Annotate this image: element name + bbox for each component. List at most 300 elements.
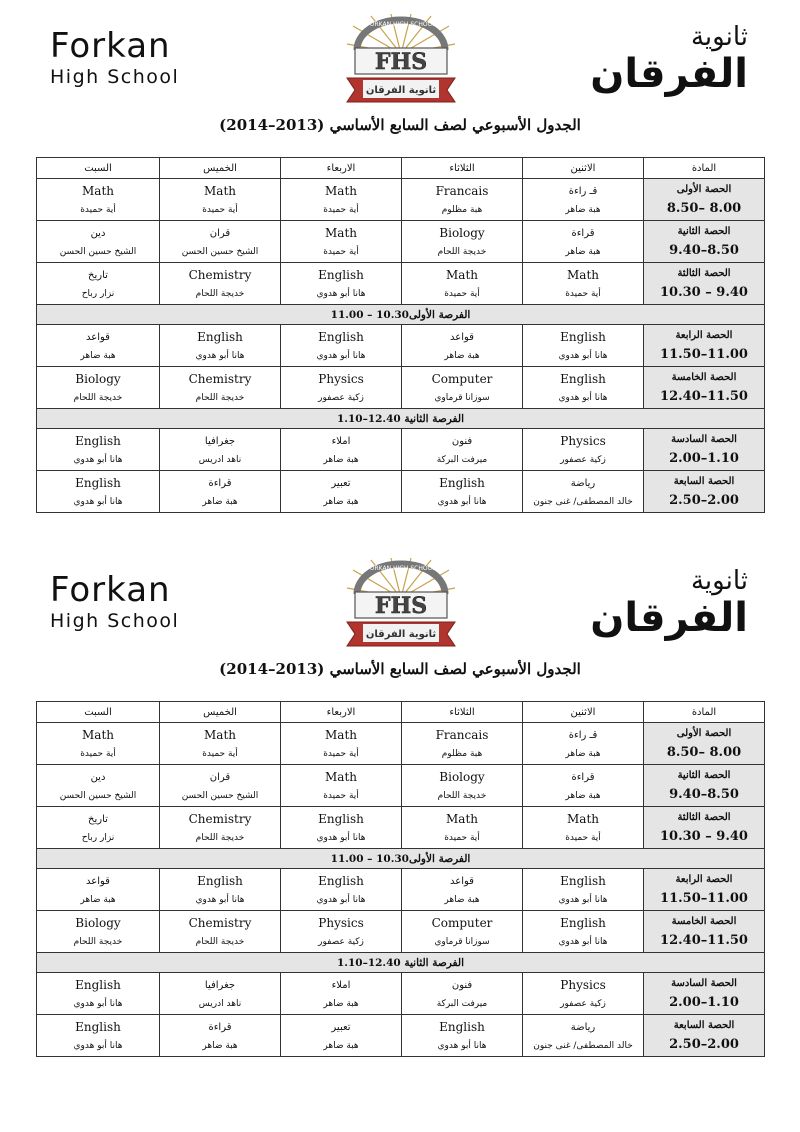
- teacher: هبة ضاهر: [444, 894, 480, 905]
- logo-english-name: Forkan: [50, 570, 171, 610]
- class-cell: [160, 325, 281, 367]
- class-cell: [523, 1015, 644, 1057]
- subject: English: [75, 475, 121, 490]
- class-cell: [37, 911, 160, 953]
- teacher: هبة ضاهر: [202, 496, 238, 507]
- school-logo-english: [50, 28, 179, 88]
- class-cell: [523, 325, 644, 367]
- teacher: هانا أبو هدوي: [316, 832, 366, 843]
- column-header: السبت: [37, 158, 160, 179]
- teacher: هانا أبو هدوي: [558, 894, 608, 905]
- period-name: الحصة السادسة: [671, 433, 737, 445]
- period-name: الحصة الأولى: [676, 183, 732, 195]
- break-label: الفرصة الأولى10.30 – 11.00: [37, 849, 765, 869]
- period-cell: [644, 263, 765, 305]
- teacher: هبة ضاهر: [444, 350, 480, 361]
- schedule-title: الجدول الأسبوعي لصف السابع الأساسي (2013–2014): [219, 660, 581, 678]
- break-row: [37, 305, 765, 325]
- subject: English: [318, 329, 364, 344]
- subject: English: [197, 873, 243, 888]
- period-time: 9.40 – 10.30: [660, 284, 748, 300]
- class-cell: [37, 765, 160, 807]
- class-cell: [523, 723, 644, 765]
- period-row: [37, 723, 765, 765]
- teacher: ناهد ادريس: [198, 998, 242, 1009]
- class-cell: [160, 367, 281, 409]
- header-row: [37, 158, 765, 179]
- class-cell: [523, 973, 644, 1015]
- period-cell: [644, 179, 765, 221]
- period-name: الحصة الثالثة: [677, 267, 731, 279]
- teacher: أية حميدة: [323, 748, 359, 759]
- teacher: هانا أبو هدوي: [73, 1040, 123, 1051]
- class-cell: [160, 973, 281, 1015]
- class-cell: [402, 367, 523, 409]
- subject: تاريخ: [88, 269, 108, 281]
- subject: English: [75, 433, 121, 448]
- teacher: خالد المصطفى/ غنى جنون: [533, 496, 633, 507]
- subject: English: [439, 475, 485, 490]
- subject: Biology: [75, 915, 121, 930]
- subject: املاء: [331, 435, 351, 447]
- teacher: الشيخ حسين الحسن: [181, 790, 259, 801]
- seal-initials: FHS: [374, 593, 428, 619]
- teacher: أية حميدة: [80, 748, 116, 759]
- class-cell: [160, 263, 281, 305]
- class-cell: [281, 765, 402, 807]
- teacher: زكية عصفور: [318, 392, 364, 403]
- class-cell: [402, 869, 523, 911]
- timetable: [36, 157, 765, 513]
- class-cell: [281, 179, 402, 221]
- subject: English: [439, 1019, 485, 1034]
- subject: قواعد: [450, 875, 474, 887]
- teacher: هبة مظلوم: [441, 748, 483, 759]
- subject: Francais: [435, 727, 489, 742]
- class-cell: [160, 1015, 281, 1057]
- period-name: الحصة الأولى: [676, 727, 732, 739]
- subject: قراءة: [208, 1021, 232, 1033]
- period-cell: [644, 367, 765, 409]
- period-cell: [644, 973, 765, 1015]
- subject: قواعد: [86, 875, 110, 887]
- subject: Math: [567, 811, 599, 826]
- teacher: أية حميدة: [323, 246, 359, 257]
- period-name: الحصة السادسة: [671, 977, 737, 989]
- class-cell: [160, 869, 281, 911]
- teacher: خديجة اللحام: [73, 392, 123, 403]
- subject: قـ راءة: [568, 729, 598, 741]
- class-cell: [523, 179, 644, 221]
- seal-top-text: FORKAN HIGH SCHOOL: [366, 565, 436, 572]
- schedule-sheet-1: [0, 0, 800, 540]
- period-time: 11.50–12.40: [660, 388, 748, 404]
- subject: جغرافيا: [204, 979, 236, 991]
- period-time: 8.50–9.40: [669, 786, 739, 802]
- subject: Math: [82, 183, 114, 198]
- subject: قران: [209, 227, 231, 239]
- class-cell: [402, 723, 523, 765]
- subject: قـ راءة: [568, 185, 598, 197]
- teacher: أية حميدة: [202, 204, 238, 215]
- class-cell: [37, 723, 160, 765]
- period-cell: [644, 429, 765, 471]
- break-row: [37, 409, 765, 429]
- subject: Biology: [75, 371, 121, 386]
- subject: Chemistry: [188, 915, 252, 930]
- teacher: سوزانا قرماوي: [434, 392, 490, 403]
- subject: املاء: [331, 979, 351, 991]
- class-cell: [160, 221, 281, 263]
- column-header: الثلاثاء: [402, 702, 523, 723]
- column-header: الخميس: [160, 702, 281, 723]
- period-name: الحصة الرابعة: [675, 329, 733, 341]
- period-row: [37, 973, 765, 1015]
- class-cell: [523, 911, 644, 953]
- class-cell: [160, 911, 281, 953]
- subject: English: [560, 915, 606, 930]
- teacher: هانا أبو هدوي: [195, 894, 245, 905]
- school-seal-icon: [343, 558, 459, 648]
- class-cell: [37, 325, 160, 367]
- period-cell: [644, 471, 765, 513]
- class-cell: [37, 367, 160, 409]
- subject: English: [318, 873, 364, 888]
- teacher: خديجة اللحام: [195, 288, 245, 299]
- subject: English: [197, 329, 243, 344]
- column-header: الاثنين: [523, 702, 644, 723]
- school-logo-arabic: [590, 566, 748, 640]
- subject: Computer: [431, 915, 493, 930]
- teacher: ناهد ادريس: [198, 454, 242, 465]
- school-seal-icon: [343, 14, 459, 104]
- period-time: 8.00 –8.50: [666, 200, 742, 216]
- teacher: هبة ضاهر: [565, 790, 601, 801]
- period-time: 1.10–2.00: [669, 994, 739, 1010]
- class-cell: [37, 973, 160, 1015]
- subject: English: [560, 873, 606, 888]
- class-cell: [523, 429, 644, 471]
- subject: قراءة: [208, 477, 232, 489]
- subject: English: [75, 1019, 121, 1034]
- period-row: [37, 221, 765, 263]
- subject: Math: [82, 727, 114, 742]
- break-label: الفرصة الأولى10.30 – 11.00: [37, 305, 765, 325]
- teacher: هبة ضاهر: [80, 350, 116, 361]
- subject: Physics: [318, 371, 364, 386]
- period-name: الحصة السابعة: [673, 1019, 735, 1031]
- period-cell: [644, 807, 765, 849]
- teacher: هانا أبو هدوي: [316, 288, 366, 299]
- class-cell: [281, 325, 402, 367]
- subject: English: [318, 267, 364, 282]
- period-name: الحصة السابعة: [673, 475, 735, 487]
- period-time: 9.40 – 10.30: [660, 828, 748, 844]
- teacher: أية حميدة: [565, 288, 601, 299]
- subject: قران: [209, 771, 231, 783]
- class-cell: [402, 429, 523, 471]
- teacher: هانا أبو هدوي: [316, 350, 366, 361]
- subject: Chemistry: [188, 811, 252, 826]
- period-time: 1.10–2.00: [669, 450, 739, 466]
- period-row: [37, 471, 765, 513]
- teacher: أية حميدة: [565, 832, 601, 843]
- subject: Physics: [318, 915, 364, 930]
- class-cell: [160, 179, 281, 221]
- class-cell: [281, 263, 402, 305]
- period-name: الحصة الخامسة: [671, 371, 737, 383]
- subject: رياضة: [570, 477, 596, 489]
- subject: Math: [325, 225, 357, 240]
- teacher: هبة ضاهر: [80, 894, 116, 905]
- teacher: هانا أبو هدوي: [73, 998, 123, 1009]
- period-name: الحصة الثانية: [677, 769, 731, 781]
- teacher: أية حميدة: [202, 748, 238, 759]
- teacher: خديجة اللحام: [195, 832, 245, 843]
- subject: Math: [204, 183, 236, 198]
- class-cell: [523, 807, 644, 849]
- subject: Math: [325, 727, 357, 742]
- teacher: أية حميدة: [323, 204, 359, 215]
- subject: تعبير: [331, 477, 351, 489]
- break-label: الفرصة الثانية 12.40–1.10: [37, 953, 765, 973]
- class-cell: [523, 471, 644, 513]
- period-time: 2.00–2.50: [669, 1036, 739, 1052]
- period-row: [37, 765, 765, 807]
- class-cell: [37, 869, 160, 911]
- class-cell: [281, 1015, 402, 1057]
- teacher: زكية عصفور: [560, 998, 606, 1009]
- teacher: هانا أبو هدوي: [73, 454, 123, 465]
- logo-arabic-line2: الفرقان: [590, 51, 748, 97]
- class-cell: [160, 429, 281, 471]
- class-cell: [281, 367, 402, 409]
- subject: Biology: [439, 769, 485, 784]
- class-cell: [281, 723, 402, 765]
- teacher: أية حميدة: [444, 288, 480, 299]
- teacher: هانا أبو هدوي: [316, 894, 366, 905]
- subject: English: [318, 811, 364, 826]
- subject: جغرافيا: [204, 435, 236, 447]
- teacher: الشيخ حسين الحسن: [59, 790, 137, 801]
- column-header: الثلاثاء: [402, 158, 523, 179]
- class-cell: [160, 471, 281, 513]
- teacher: هبة ضاهر: [565, 204, 601, 215]
- class-cell: [37, 471, 160, 513]
- class-cell: [37, 263, 160, 305]
- period-row: [37, 869, 765, 911]
- class-cell: [402, 807, 523, 849]
- subject: Math: [325, 769, 357, 784]
- class-cell: [37, 429, 160, 471]
- period-time: 2.00–2.50: [669, 492, 739, 508]
- class-cell: [523, 869, 644, 911]
- subject: Math: [204, 727, 236, 742]
- class-cell: [160, 765, 281, 807]
- class-cell: [523, 367, 644, 409]
- subject: تاريخ: [88, 813, 108, 825]
- period-time: 11.00–11.50: [660, 890, 748, 906]
- logo-arabic-line1: ثانوية: [690, 566, 748, 596]
- teacher: هانا أبو هدوي: [558, 392, 608, 403]
- timetable: [36, 701, 765, 1057]
- break-row: [37, 953, 765, 973]
- teacher: زكية عصفور: [560, 454, 606, 465]
- teacher: هانا أبو هدوي: [558, 936, 608, 947]
- teacher: هبة ضاهر: [202, 1040, 238, 1051]
- subject: English: [560, 371, 606, 386]
- column-header: المادة: [644, 158, 765, 179]
- subject: Computer: [431, 371, 493, 386]
- school-logo-english: [50, 572, 179, 632]
- subject: Chemistry: [188, 371, 252, 386]
- period-time: 8.50–9.40: [669, 242, 739, 258]
- subject: Physics: [560, 433, 606, 448]
- logo-arabic-line1: ثانوية: [690, 22, 748, 52]
- class-cell: [281, 471, 402, 513]
- teacher: هانا أبو هدوي: [437, 1040, 487, 1051]
- class-cell: [281, 973, 402, 1015]
- class-cell: [37, 179, 160, 221]
- period-name: الحصة الخامسة: [671, 915, 737, 927]
- teacher: الشيخ حسين الحسن: [59, 246, 137, 257]
- teacher: نزار رباح: [81, 288, 115, 299]
- class-cell: [281, 869, 402, 911]
- period-cell: [644, 911, 765, 953]
- class-cell: [160, 723, 281, 765]
- subject: قواعد: [450, 331, 474, 343]
- teacher: ميرفت البركة: [436, 998, 488, 1009]
- period-row: [37, 807, 765, 849]
- period-cell: [644, 765, 765, 807]
- subject: Chemistry: [188, 267, 252, 282]
- teacher: الشيخ حسين الحسن: [181, 246, 259, 257]
- period-time: 11.00–11.50: [660, 346, 748, 362]
- seal-arabic-name: ثانوية الفرقان: [365, 629, 437, 640]
- subject: دين: [90, 771, 106, 783]
- column-header: الاربعاء: [281, 702, 402, 723]
- class-cell: [402, 325, 523, 367]
- subject: Biology: [439, 225, 485, 240]
- teacher: هبة مظلوم: [441, 204, 483, 215]
- schedule-title: الجدول الأسبوعي لصف السابع الأساسي (2013–2014): [219, 116, 581, 134]
- period-cell: [644, 1015, 765, 1057]
- period-row: [37, 911, 765, 953]
- header-row: [37, 702, 765, 723]
- column-header: الخميس: [160, 158, 281, 179]
- subject: English: [75, 977, 121, 992]
- subject: قراءة: [571, 771, 595, 783]
- period-time: 8.00 –8.50: [666, 744, 742, 760]
- subject: تعبير: [331, 1021, 351, 1033]
- subject: Physics: [560, 977, 606, 992]
- class-cell: [281, 911, 402, 953]
- period-row: [37, 429, 765, 471]
- teacher: خديجة اللحام: [73, 936, 123, 947]
- period-time: 11.50–12.40: [660, 932, 748, 948]
- class-cell: [523, 765, 644, 807]
- column-header: المادة: [644, 702, 765, 723]
- subject: Francais: [435, 183, 489, 198]
- seal-top-text: FORKAN HIGH SCHOOL: [366, 21, 436, 28]
- break-label: الفرصة الثانية 12.40–1.10: [37, 409, 765, 429]
- subject: Math: [567, 267, 599, 282]
- subject: Math: [325, 183, 357, 198]
- teacher: أية حميدة: [323, 790, 359, 801]
- class-cell: [281, 429, 402, 471]
- teacher: أية حميدة: [444, 832, 480, 843]
- teacher: زكية عصفور: [318, 936, 364, 947]
- subject: فنون: [451, 435, 473, 447]
- teacher: هانا أبو هدوي: [558, 350, 608, 361]
- teacher: هبة ضاهر: [565, 246, 601, 257]
- class-cell: [160, 807, 281, 849]
- teacher: خديجة اللحام: [437, 246, 487, 257]
- class-cell: [402, 1015, 523, 1057]
- class-cell: [37, 807, 160, 849]
- teacher: خديجة اللحام: [195, 392, 245, 403]
- teacher: هانا أبو هدوي: [195, 350, 245, 361]
- teacher: هبة ضاهر: [323, 998, 359, 1009]
- class-cell: [37, 221, 160, 263]
- subject: قراءة: [571, 227, 595, 239]
- class-cell: [402, 179, 523, 221]
- teacher: سوزانا قرماوي: [434, 936, 490, 947]
- period-row: [37, 1015, 765, 1057]
- teacher: هبة ضاهر: [565, 748, 601, 759]
- column-header: السبت: [37, 702, 160, 723]
- subject: Math: [446, 267, 478, 282]
- teacher: خالد المصطفى/ غنى جنون: [533, 1040, 633, 1051]
- logo-arabic-line2: الفرقان: [590, 595, 748, 641]
- class-cell: [402, 973, 523, 1015]
- column-header: الاربعاء: [281, 158, 402, 179]
- period-row: [37, 263, 765, 305]
- class-cell: [37, 1015, 160, 1057]
- class-cell: [402, 263, 523, 305]
- period-row: [37, 325, 765, 367]
- teacher: خديجة اللحام: [437, 790, 487, 801]
- period-cell: [644, 221, 765, 263]
- class-cell: [281, 807, 402, 849]
- teacher: ميرفت البركة: [436, 454, 488, 465]
- subject: قواعد: [86, 331, 110, 343]
- logo-english-subtitle: High School: [50, 610, 180, 632]
- period-cell: [644, 325, 765, 367]
- teacher: هبة ضاهر: [323, 496, 359, 507]
- class-cell: [402, 911, 523, 953]
- class-cell: [402, 221, 523, 263]
- class-cell: [523, 263, 644, 305]
- subject: Math: [446, 811, 478, 826]
- period-name: الحصة الرابعة: [675, 873, 733, 885]
- subject: فنون: [451, 979, 473, 991]
- seal-arabic-name: ثانوية الفرقان: [365, 85, 437, 96]
- logo-english-subtitle: High School: [50, 66, 180, 88]
- logo-english-name: Forkan: [50, 26, 171, 66]
- schedule-sheet-2: [0, 544, 800, 1084]
- seal-initials: FHS: [374, 49, 428, 75]
- class-cell: [523, 221, 644, 263]
- period-cell: [644, 723, 765, 765]
- teacher: هبة ضاهر: [323, 454, 359, 465]
- subject: رياضة: [570, 1021, 596, 1033]
- teacher: هانا أبو هدوي: [73, 496, 123, 507]
- subject: دين: [90, 227, 106, 239]
- school-logo-arabic: [590, 22, 748, 96]
- subject: English: [560, 329, 606, 344]
- column-header: الاثنين: [523, 158, 644, 179]
